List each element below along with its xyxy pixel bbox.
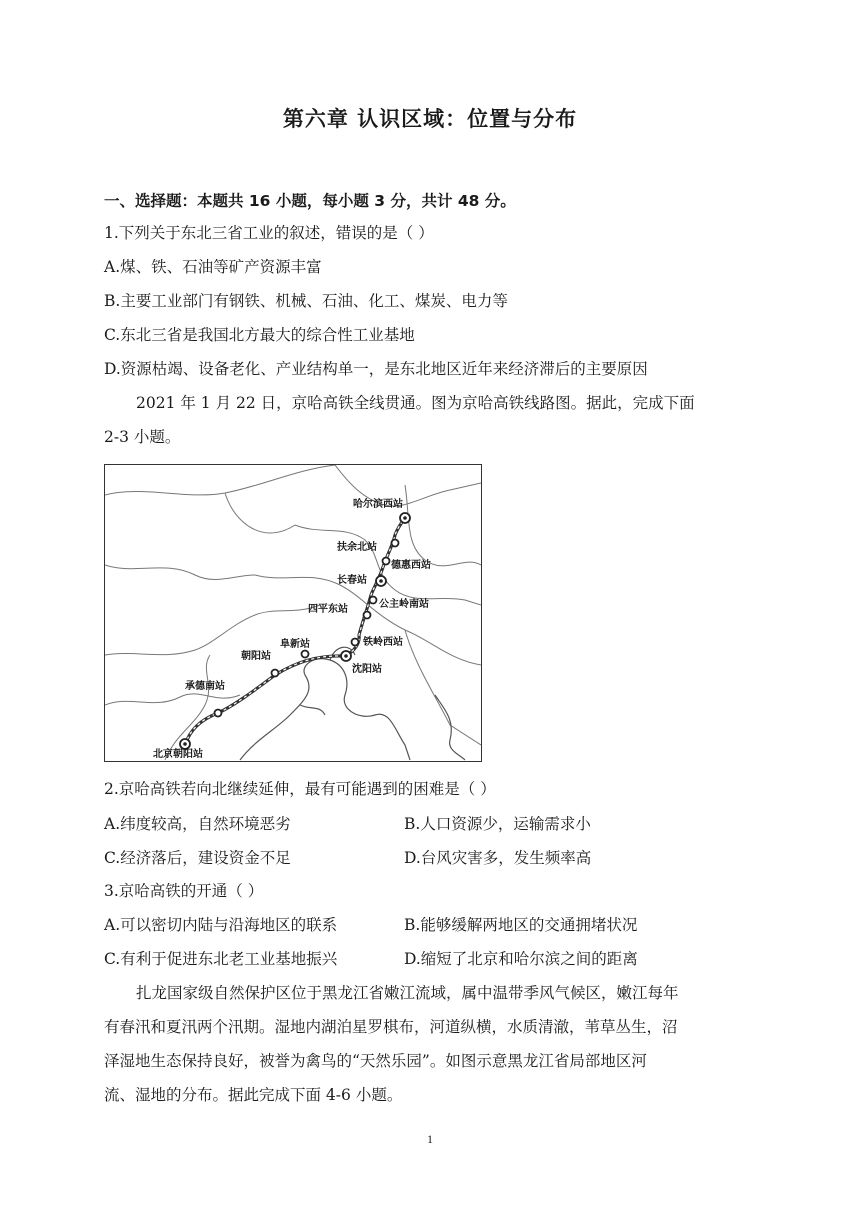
q2-option-d: D.台风灾害多，发生频率高 (404, 849, 592, 867)
label-fuxin: 阜新站 (280, 639, 310, 650)
q1-option-a: A.煤、铁、石油等矿产资源丰富 (104, 258, 322, 276)
q1-stem: 1.下列关于东北三省工业的叙述，错误的是（ ） (104, 224, 434, 242)
q3-option-b: B.能够缓解两地区的交通拥堵状况 (404, 916, 638, 934)
q2-option-b: B.人口资源少，运输需求小 (404, 815, 591, 833)
section-heading: 一、选择题：本题共 16 小题，每小题 3 分，共计 48 分。 (104, 192, 516, 210)
label-beijing: 北京朝阳站 (153, 749, 203, 760)
intro-paragraph-2-line4: 流、湿地的分布。据此完成下面 4-6 小题。 (104, 1086, 403, 1104)
q2-row-2 (104, 847, 592, 869)
intro-paragraph-2-line2: 有春汛和夏汛两个汛期。湿地内湖泊星罗棋布，河道纵横，水质清澈，苇草丛生，沼 (104, 1018, 678, 1036)
q1-option-c: C.东北三省是我国北方最大的综合性工业基地 (104, 326, 415, 344)
q1-option-d: D.资源枯竭、设备老化、产业结构单一，是东北地区近年来经济滞后的主要原因 (104, 360, 648, 378)
station-dehui-marker (383, 558, 390, 565)
label-dehui: 德惠西站 (391, 560, 431, 571)
label-gongzhuling: 公主岭南站 (379, 599, 429, 610)
intro-paragraph-2-line3: 泽湿地生态保持良好，被誉为禽鸟的“天然乐园”。如图示意黑龙江省局部地区河 (104, 1052, 647, 1070)
label-shenyang: 沈阳站 (352, 664, 382, 675)
page-title: 第六章 认识区域：位置与分布 (282, 107, 578, 131)
label-tieling: 铁岭西站 (363, 637, 403, 648)
q3-option-c: C.有利于促进东北老工业基地振兴 (104, 950, 338, 968)
station-chengde-marker (215, 710, 222, 717)
q3-stem: 3.京哈高铁的开通（ ） (104, 882, 264, 900)
station-fuyu-marker (392, 540, 399, 547)
label-siping: 四平东站 (308, 604, 348, 615)
q2-stem: 2.京哈高铁若向北继续延伸，最有可能遇到的困难是（ ） (104, 780, 496, 798)
label-fuyu: 扶余北站 (337, 542, 377, 553)
label-chaoyang: 朝阳站 (241, 651, 271, 662)
railway-map-svg (105, 465, 481, 761)
railway-map (104, 464, 482, 762)
intro-paragraph-1: 2021 年 1 月 22 日，京哈高铁全线贯通。图为京哈高铁线路图。据此，完成下面 (136, 394, 695, 412)
q1-option-b: B.主要工业部门有钢铁、机械、石油、化工、煤炭、电力等 (104, 292, 508, 310)
station-siping-marker (364, 612, 371, 619)
label-chengde: 承德南站 (185, 681, 225, 692)
label-harbin: 哈尔滨西站 (353, 499, 403, 510)
station-chaoyang-marker (272, 670, 279, 677)
intro-paragraph-1-cont: 2-3 小题。 (104, 428, 181, 446)
q3-row-2 (104, 948, 638, 970)
q2-row-1 (104, 813, 591, 835)
q2-option-c: C.经济落后，建设资金不足 (104, 849, 291, 867)
station-fuxin-marker (302, 651, 309, 658)
q3-option-d: D.缩短了北京和哈尔滨之间的距离 (404, 950, 638, 968)
q2-option-a: A.纬度较高，自然环境恶劣 (104, 815, 291, 833)
q3-row-1 (104, 914, 638, 936)
page-number: 1 (427, 1132, 433, 1146)
intro-paragraph-2: 扎龙国家级自然保护区位于黑龙江省嫩江流域，属中温带季风气候区，嫩江每年 (136, 984, 679, 1002)
label-changchun: 长春站 (337, 575, 367, 586)
station-gongzhuling-marker (370, 597, 377, 604)
q3-option-a: A.可以密切内陆与沿海地区的联系 (104, 916, 338, 934)
station-tieling-marker (352, 639, 359, 646)
